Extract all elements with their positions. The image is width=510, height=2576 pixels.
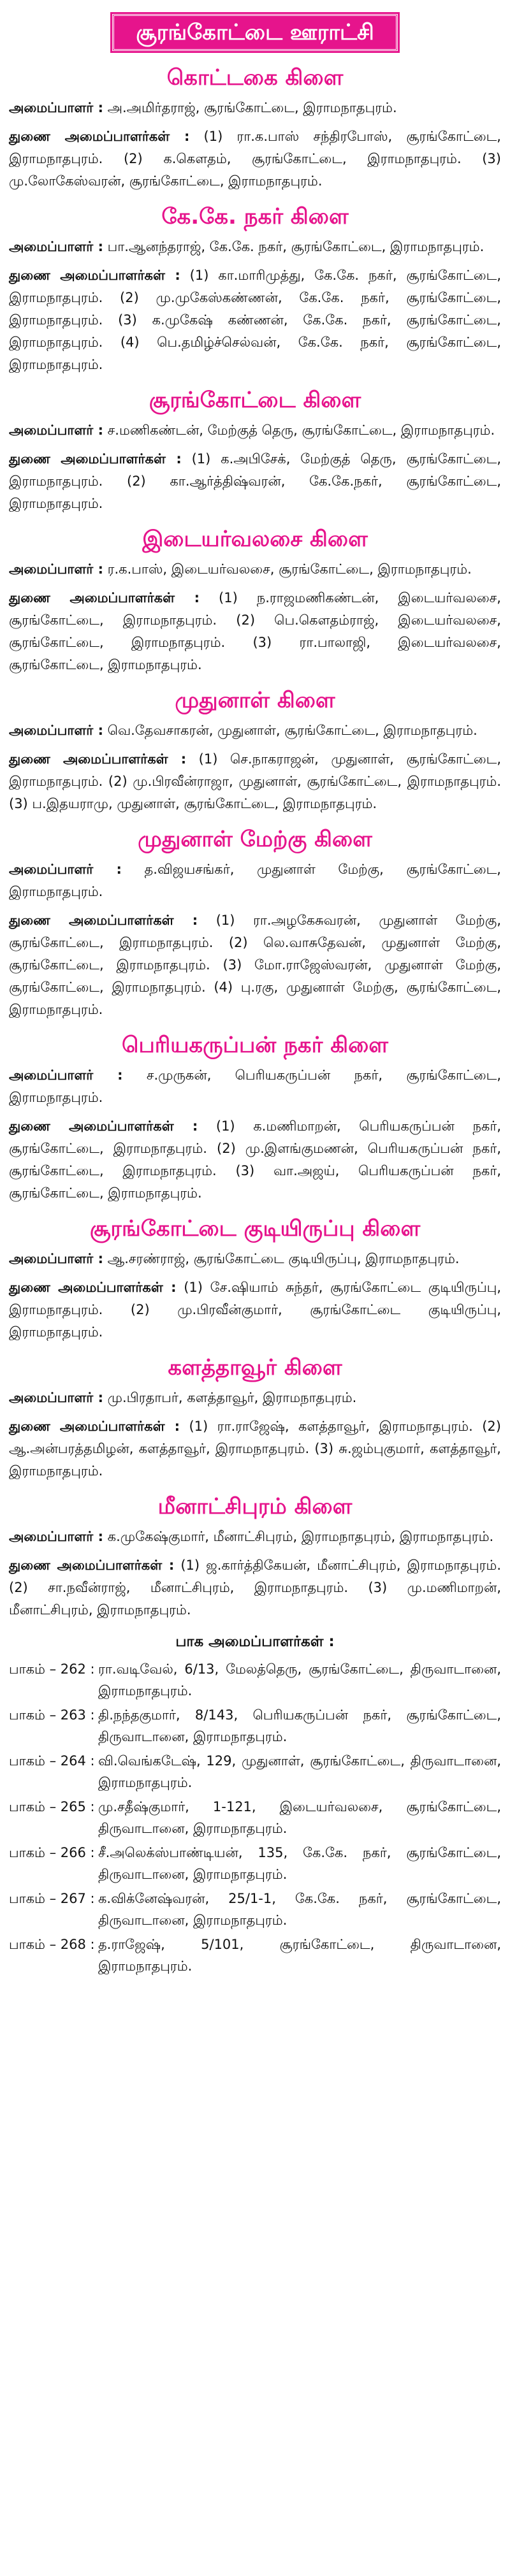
- branch-section: [9, 203, 501, 376]
- deputy-label: துணை அமைப்பாளர்கள் :: [9, 751, 187, 767]
- deputy-entry: [9, 1415, 501, 1482]
- deputy-label: துணை அமைப்பாளர்கள் :: [9, 1419, 180, 1434]
- deputy-entry: [9, 1115, 501, 1205]
- branch-section: [9, 64, 501, 192]
- branch-section: [9, 1031, 501, 1205]
- branch-heading: முதுனாள் கிளை: [175, 688, 335, 713]
- part-details: வி.வெங்கடேஷ், 129, முதுனாள், சூரங்கோட்டை, திருவாடானை, இராமநாதபுரம்.: [98, 1753, 501, 1790]
- deputy-entry: [9, 264, 501, 376]
- organizer-text: க.முகேஷ்குமார், மீனாட்சிபுரம், இராமநாதபுரம், இராமநாதபுரம்.: [103, 1529, 494, 1544]
- table-row: [9, 1842, 501, 1888]
- organizer-text: த.விஜயசங்கர், முதுனாள் மேற்கு, சூரங்கோட்டை, இராமநாதபுரம்.: [9, 862, 501, 899]
- organizer-label: அமைப்பாளர் :: [9, 561, 103, 577]
- branch-section: [9, 825, 501, 1021]
- deputy-entry: [9, 448, 501, 515]
- deputy-text: (1) செ.நாகராஜன், முதுனாள், சூரங்கோட்டை, இராமநாதபுரம். (2) மு.பிரவீன்ராஜா, முதுனாள், சூரங்கோட்டை, இராமநாதபுரம். (3) ப.இதயராமு, முதுனாள், சூரங்கோட்டை, இராமநாதபுரம்.: [9, 751, 501, 811]
- part-number: பாகம் – 263 :: [9, 1707, 95, 1723]
- organizer-label: அமைப்பாளர் :: [9, 1529, 103, 1544]
- organizer-entry: [9, 419, 501, 442]
- organizer-text: ச.மணிகண்டன், மேற்குத் தெரு, சூரங்கோட்டை, இராமநாதபுரம்.: [103, 423, 495, 438]
- part-details: க.விக்னேஷ்வரன், 25/1-1, கே.கே. நகர், சூரங்கோட்டை, திருவாடானை, இராமநாதபுரம்.: [98, 1891, 501, 1928]
- part-organizers-table: [9, 1658, 501, 1979]
- part-details: ரா.வடிவேல், 6/13, மேலத்தெரு, சூரங்கோட்டை, திருவாடானை, இராமநாதபுரம்.: [98, 1661, 501, 1698]
- table-row: [9, 1658, 501, 1704]
- organizer-entry: [9, 1064, 501, 1109]
- branch-heading: முதுனாள் மேற்கு கிளை: [138, 827, 372, 852]
- branch-heading: பெரியகருப்பன் நகர் கிளை: [122, 1032, 388, 1058]
- part-details: தி.நந்தகுமார், 8/143, பெரியகருப்பன் நகர், சூரங்கோட்டை, திருவாடானை, இராமநாதபுரம்.: [98, 1707, 501, 1744]
- branch-section: [9, 386, 501, 515]
- deputy-entry: [9, 587, 501, 676]
- organizer-label: அமைப்பாளர் :: [9, 100, 103, 115]
- deputy-text: (1) ரா.ராஜேஷ், களத்தாவூர், இராமநாதபுரம். (2) ஆ.அன்பரத்தமிழன், களத்தாவூர், இராமநாதபுரம். (3) சு.ஜம்புகுமார், களத்தாவூர், இராமநாதபுரம்.: [9, 1419, 501, 1479]
- deputy-label: துணை அமைப்பாளர்கள் :: [9, 1118, 198, 1134]
- organizer-label: அமைப்பாளர் :: [9, 1390, 103, 1405]
- branch-heading: கே.கே. நகர் கிளை: [161, 204, 349, 229]
- page-title: சூரங்கோட்டை ஊராட்சி: [112, 14, 398, 51]
- part-number: பாகம் – 266 :: [9, 1845, 95, 1860]
- table-row: [9, 1704, 501, 1750]
- branch-section: [9, 1354, 501, 1482]
- deputy-text: (1) ரா.க.பாஸ் சந்திரபோஸ், சூரங்கோட்டை, இராமநாதபுரம். (2) க.கௌதம், சூரங்கோட்டை, இராமநாதபுரம். (3) மு.லோகேஸ்வரன், சூரங்கோட்டை, இராமநாதபுரம்.: [9, 129, 501, 189]
- deputy-label: துணை அமைப்பாளர்கள் :: [9, 913, 198, 928]
- deputy-label: துணை அமைப்பாளர்கள் :: [9, 129, 190, 144]
- organizer-text: ர.க.பாஸ், இடையர்வலசை, சூரங்கோட்டை, இராமநாதபுரம்.: [103, 561, 472, 577]
- deputy-label: துணை அமைப்பாளர்கள் :: [9, 1558, 175, 1573]
- deputy-entry: [9, 909, 501, 1021]
- deputy-entry: [9, 126, 501, 192]
- table-row: [9, 1750, 501, 1796]
- branch-section: [9, 686, 501, 815]
- organizer-label: அமைப்பாளர் :: [9, 1251, 103, 1266]
- table-row: [9, 1934, 501, 1979]
- deputy-text: (1) கா.மாரிமுத்து, கே.கே. நகர், சூரங்கோட்டை, இராமநாதபுரம். (2) மு.முகேஸ்கண்ணன், கே.கே. நகர், சூரங்கோட்டை, இராமநாதபுரம். (3) க.முகேஷ் கண்ணன், கே.கே. நகர், சூரங்கோட்டை, இராமநாதபுரம். (4) பெ.தமிழ்ச்செல்வன், கே.கே. நகர், சூரங்கோட்டை, இராமநாதபுரம்.: [9, 268, 501, 372]
- organizer-text: மு.பிரதாபர், களத்தாவூர், இராமநாதபுரம்.: [103, 1390, 357, 1405]
- branch-heading: சூரங்கோட்டை கிளை: [149, 387, 361, 413]
- organizer-entry: [9, 558, 501, 581]
- deputy-text: (1) க.அபிசேக், மேற்குத் தெரு, சூரங்கோட்டை, இராமநாதபுரம். (2) கா.ஆர்த்திஷ்வரன், கே.கே.நகர், சூரங்கோட்டை, இராமநாதபுரம்.: [9, 451, 501, 511]
- deputy-entry: [9, 1554, 501, 1621]
- organizer-text: ஆ.சரண்ராஜ், சூரங்கோட்டை குடியிருப்பு, இராமநாதபுரம்.: [103, 1251, 460, 1266]
- branch-section: [9, 1493, 501, 1621]
- organizer-label: அமைப்பாளர் :: [9, 723, 103, 738]
- deputy-label: துணை அமைப்பாளர்கள் :: [9, 451, 182, 467]
- organizer-text: வெ.தேவசாகரன், முதுனாள், சூரங்கோட்டை, இராமநாதபுரம்.: [103, 723, 477, 738]
- deputy-text: (1) ரா.அழகேசுவரன், முதுனாள் மேற்கு, சூரங்கோட்டை, இராமநாதபுரம். (2) லெ.வாசுதேவன், முதுனாள் மேற்கு, சூரங்கோட்டை, இராமநாதபுரம். (3) மோ.ராஜேஸ்வரன், முதுனாள் மேற்கு, சூரங்கோட்டை, இராமநாதபுரம். (4) பு.ரகு, முதுனாள் மேற்கு, சூரங்கோட்டை, இராமநாதபுரம்.: [9, 913, 501, 1017]
- deputy-text: (1) ஜ.கார்த்திகேயன், மீனாட்சிபுரம், இராமநாதபுரம். (2) சா.நவீன்ராஜ், மீனாட்சிபுரம், இராமநாதபுரம். (3) மு.மணிமாறன், மீனாட்சிபுரம், இராமநாதபுரம்.: [9, 1558, 502, 1617]
- organizer-text: பா.ஆனந்தராஜ், கே.கே. நகர், சூரங்கோட்டை, இராமநாதபுரம்.: [103, 239, 484, 254]
- organizer-text: அ.அமிர்தராஜ், சூரங்கோட்டை, இராமநாதபுரம்.: [103, 100, 397, 115]
- table-row: [9, 1888, 501, 1934]
- part-number: பாகம் – 262 :: [9, 1661, 95, 1677]
- organizer-entry: [9, 858, 501, 903]
- branch-heading: மீனாட்சிபுரம் கிளை: [157, 1494, 353, 1519]
- part-organizers-heading: பாக அமைப்பாளர்கள் :: [175, 1633, 335, 1650]
- organizer-entry: [9, 1526, 501, 1548]
- branch-section: [9, 1215, 501, 1343]
- branch-heading: கொட்டகை கிளை: [166, 65, 344, 90]
- deputy-text: (1) ந.ராஜமணிகண்டன், இடையர்வலசை, சூரங்கோட்டை, இராமநாதபுரம். (2) பெ.கௌதம்ராஜ், இடையர்வலசை, சூரங்கோட்டை, இராமநாதபுரம். (3) ரா.பாலாஜி, இடையர்வலசை, சூரங்கோட்டை, இராமநாதபுரம்.: [9, 590, 501, 672]
- organizer-text: ச.முருகன், பெரியகருப்பன் நகர், சூரங்கோட்டை, இராமநாதபுரம்.: [9, 1067, 501, 1105]
- branch-heading: சூரங்கோட்டை குடியிருப்பு கிளை: [89, 1216, 421, 1241]
- title-area: [9, 0, 501, 54]
- organizer-entry: [9, 1248, 501, 1270]
- part-number: பாகம் – 267 :: [9, 1891, 95, 1906]
- deputy-entry: [9, 1277, 501, 1343]
- organizer-entry: [9, 236, 501, 258]
- branch-heading: இடையர்வலசை கிளை: [142, 526, 368, 552]
- organizer-label: அமைப்பாளர் :: [9, 1067, 123, 1083]
- deputy-text: (1) க.மணிமாறன், பெரியகருப்பன் நகர், சூரங்கோட்டை, இராமநாதபுரம். (2) மு.இளங்குமணன், பெரியகருப்பன் நகர், சூரங்கோட்டை, இராமநாதபுரம். (3) வா.அஜய், பெரியகருப்பன் நகர், சூரங்கோட்டை, இராமநாதபுரம்.: [9, 1118, 501, 1201]
- part-number: பாகம் – 268 :: [9, 1937, 95, 1952]
- branch-heading: களத்தாவூர் கிளை: [168, 1355, 342, 1380]
- organizer-entry: [9, 1387, 501, 1409]
- branch-section: [9, 525, 501, 676]
- deputy-entry: [9, 748, 501, 815]
- table-row: [9, 1796, 501, 1842]
- deputy-label: துணை அமைப்பாளர்கள் :: [9, 1280, 177, 1295]
- part-number: பாகம் – 264 :: [9, 1753, 95, 1769]
- organizer-label: அமைப்பாளர் :: [9, 862, 122, 877]
- part-organizers-section: [9, 1629, 501, 1979]
- deputy-text: (1) சே.ஷியாம் சுந்தர், சூரங்கோட்டை குடியிருப்பு, இராமநாதபுரம். (2) மு.பிரவீன்குமார், சூரங்கோட்டை குடியிருப்பு, இராமநாதபுரம்.: [9, 1280, 501, 1340]
- part-details: மு.சதீஷ்குமார், 1-121, இடையர்வலசை, சூரங்கோட்டை, திருவாடானை, இராமநாதபுரம்.: [98, 1799, 501, 1836]
- organizer-label: அமைப்பாளர் :: [9, 239, 103, 254]
- part-details: சீ.அலெக்ஸ்பாண்டியன், 135, கே.கே. நகர், சூரங்கோட்டை, திருவாடானை, இராமநாதபுரம்.: [98, 1845, 501, 1882]
- deputy-label: துணை அமைப்பாளர்கள் :: [9, 590, 200, 605]
- part-number: பாகம் – 265 :: [9, 1799, 95, 1814]
- part-details: த.ராஜேஷ், 5/101, சூரங்கோட்டை, திருவாடானை, இராமநாதபுரம்.: [98, 1937, 501, 1974]
- organizer-label: அமைப்பாளர் :: [9, 423, 103, 438]
- organizer-entry: [9, 97, 501, 119]
- organizer-entry: [9, 720, 501, 742]
- deputy-label: துணை அமைப்பாளர்கள் :: [9, 268, 180, 283]
